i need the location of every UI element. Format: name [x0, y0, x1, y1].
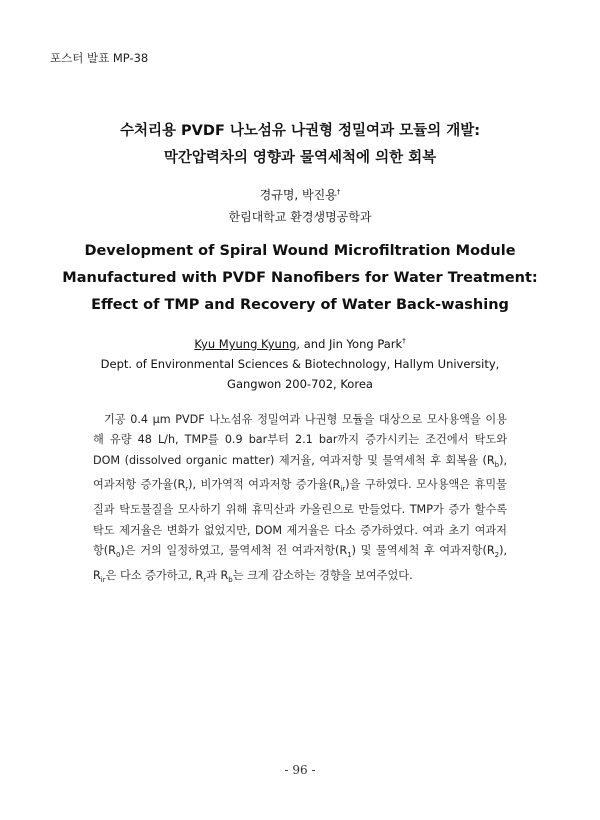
other-authors: , and Jin Yong Park — [296, 336, 403, 351]
abstract-text-8: 은 다소 증가하고, R — [105, 568, 204, 582]
english-authors-block — [40, 331, 560, 394]
english-title-line-3: Effect of TMP and Recovery of Water Back-washing — [91, 297, 509, 313]
abstract-text-5: )은 거의 일정하였고, 물역세척 전 여과저항(R — [120, 543, 348, 557]
korean-author-names — [40, 181, 560, 206]
english-affiliation-line-2: Gangwon 200-702, Korea — [227, 376, 373, 391]
abstract-sub-0: 0 — [115, 551, 121, 560]
abstract-text-3: ), 비가역적 여과저항 증가율(R — [188, 478, 341, 492]
abstract-sub-2: 2 — [494, 551, 500, 560]
abstract-text-4: )을 구하였다. 모사용액은 휴믹물질과 탁도물질을 모사하기 위해 휴믹산과 카올린으로 만들었다. TMP가 증가 할수록 탁도 제거율은 변화가 없었지만, DOM 제거율은 다소 증가하였다. 여과 초기 여과저항(R — [93, 478, 507, 557]
abstract-sub-b-2: b — [228, 575, 233, 584]
abstract-text-9: 과 R — [206, 568, 229, 582]
abstract-sub-b: b — [494, 461, 500, 470]
abstract-text-6: ) 및 물역세척 후 여과저항(R — [351, 543, 495, 557]
abstract-sub-r-2: r — [203, 575, 207, 584]
abstract-sub-ir-2: ir — [100, 575, 106, 584]
english-corresponding-dagger: † — [402, 337, 406, 345]
abstract-paragraph — [93, 410, 507, 590]
corresponding-dagger: † — [336, 188, 341, 196]
korean-author-names-text: 경규명, 박진용 — [259, 188, 337, 202]
korean-title-line-1: 수처리용 PVDF 나노섬유 나권형 정밀여과 모듈의 개발: — [119, 123, 481, 139]
session-label: 포스터 발표 MP-38 — [50, 51, 149, 65]
abstract-text-10: 는 크게 감소하는 경향을 보여주었다. — [232, 568, 413, 582]
abstract-text-2: ), 여과저항 증가율(R — [93, 453, 507, 492]
page-number: - 96 - — [284, 763, 316, 777]
abstract-sub-1: 1 — [347, 551, 352, 560]
abstract-sub-r: r — [185, 485, 189, 494]
abstract-sub-ir: ir — [340, 485, 346, 494]
english-title-line-2: Manufactured with PVDF Nanofibers for Water Treatment: — [62, 270, 538, 286]
korean-affiliation: 한림대학교 환경생명공학과 — [228, 210, 372, 224]
presenting-author: Kyu Myung Kyung — [194, 336, 297, 351]
korean-authors-block — [40, 181, 560, 228]
english-author-names — [40, 331, 560, 354]
abstract-text-7: ), R — [93, 543, 507, 582]
english-title — [40, 238, 560, 319]
korean-title-line-2: 막간압력차의 영향과 물역세척에 의한 회복 — [163, 150, 437, 166]
english-affiliation-line-1: Dept. of Environmental Sciences & Biotechnology, Hallym University, — [100, 356, 500, 371]
abstract-text-1: 기공 0.4 μm PVDF 나노섬유 정밀여과 나권형 모듈을 대상으로 모사용액을 이용해 유량 48 L/h, TMP를 0.9 bar부터 2.1 bar까지 증가시키는 조건에서 탁도와 DOM (dissolved organic matter) 제거율, 여과저항 및 물역세척 후 회복율 (R — [93, 413, 507, 467]
korean-title — [40, 118, 560, 172]
english-title-line-1: Development of Spiral Wound Microfiltration Module — [84, 243, 516, 259]
